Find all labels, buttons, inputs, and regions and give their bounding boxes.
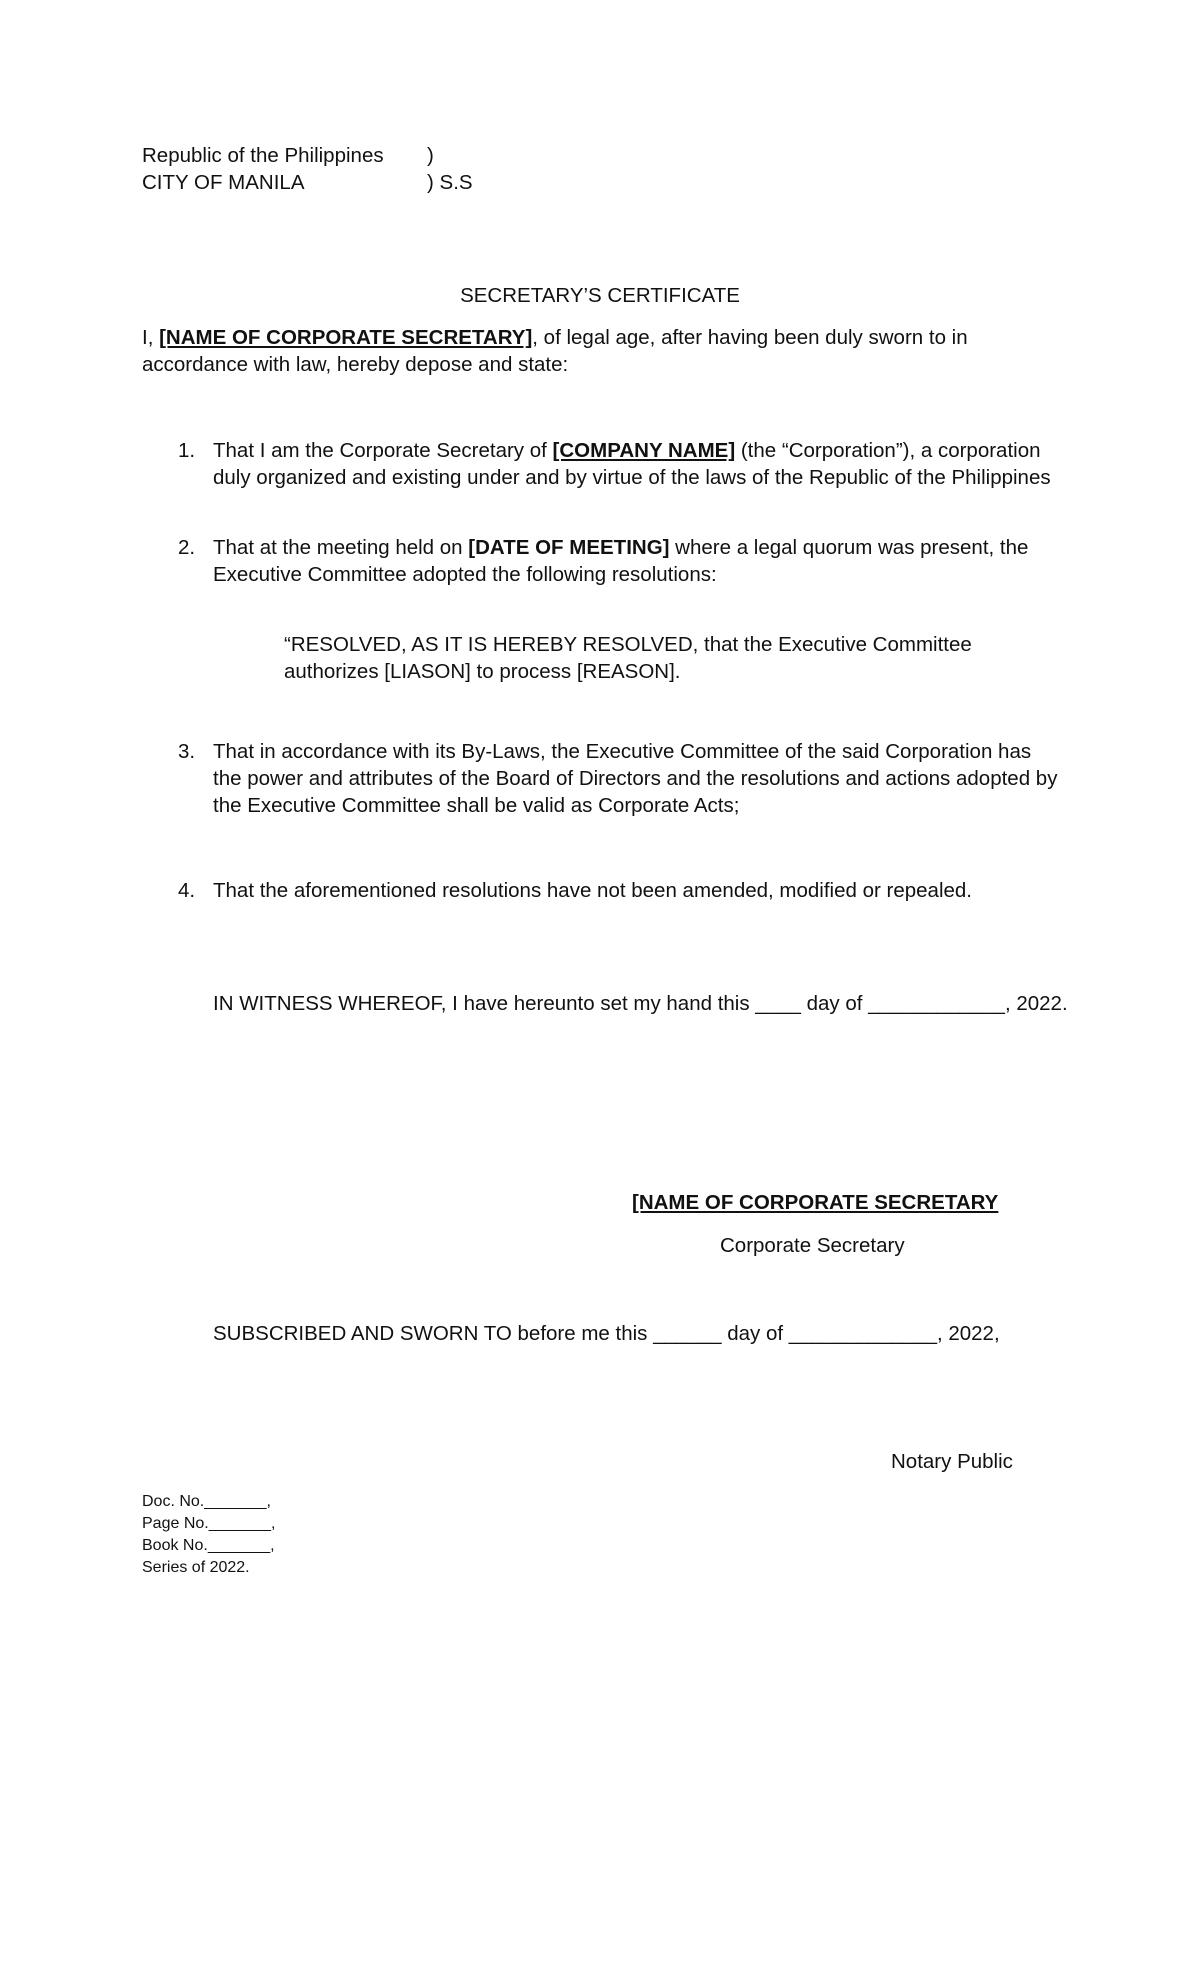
item-2-pre: That at the meeting held on [213, 536, 469, 559]
witness-paragraph: IN WITNESS WHEREOF, I have hereunto set my hand this ____ day of ____________, 2022. [213, 992, 1068, 1015]
venue-line-1 [142, 142, 434, 169]
venue-city: CITY OF MANILA [142, 171, 305, 194]
item-text-4: That the aforementioned resolutions have not been amended, modified or repealed. [213, 879, 973, 902]
page-number: Page No._______, [142, 1515, 276, 1532]
company-name-placeholder: [COMPANY NAME] [552, 439, 736, 462]
resolution-quote: “RESOLVED, AS IT IS HEREBY RESOLVED, that the Executive Committee authorizes [LIASON] to process [REASON]. [284, 633, 972, 683]
book-number: Book No._______, [142, 1537, 275, 1554]
item-text-3: That in accordance with its By-Laws, the Executive Committee of the said Corporation has the power and attributes of the Board of Directors and the resolutions and actions adopted by the Executive Committee shall be valid as Corporate Acts; [213, 740, 1058, 817]
series-year: Series of 2022. [142, 1559, 250, 1576]
jurat-paragraph: SUBSCRIBED AND SWORN TO before me this ______ day of _____________, 2022, [213, 1322, 1000, 1345]
item-1-post: (the “Corporation”), a corporation duly organized and existing under and by virtue of the laws of the Republic of the Philippines [213, 439, 1051, 489]
document-title: SECRETARY’S CERTIFICATE [460, 284, 740, 307]
item-number-4: 4. [178, 879, 196, 902]
item-text-2 [213, 534, 1063, 588]
notary-public-label: Notary Public [891, 1450, 1013, 1473]
item-number-2: 2. [178, 536, 196, 559]
signatory-name-placeholder: [NAME OF CORPORATE SECRETARY [632, 1191, 999, 1214]
venue-country: Republic of the Philippines [142, 144, 384, 167]
item-number-3: 3. [178, 740, 196, 763]
item-2-post: where a legal quorum was present, the Executive Committee adopted the following resolutions: [213, 536, 1029, 586]
venue-paren-1: ) [427, 144, 434, 167]
meeting-date-placeholder: [DATE OF MEETING] [468, 536, 670, 559]
item-text-1 [213, 437, 1063, 491]
venue-ss: ) S.S [427, 171, 473, 194]
venue-line-2 [142, 169, 473, 196]
doc-number: Doc. No._______, [142, 1493, 271, 1510]
intro-paragraph [142, 324, 1062, 378]
intro-prefix: I, [142, 326, 160, 349]
item-number-1: 1. [178, 439, 196, 462]
item-1-pre: That I am the Corporate Secretary of [213, 439, 553, 462]
signatory-role: Corporate Secretary [720, 1234, 905, 1257]
secretary-name-placeholder: [NAME OF CORPORATE SECRETARY] [159, 326, 533, 349]
intro-suffix: , of legal age, after having been duly sworn to in accordance with law, hereby depose and state: [142, 326, 968, 376]
